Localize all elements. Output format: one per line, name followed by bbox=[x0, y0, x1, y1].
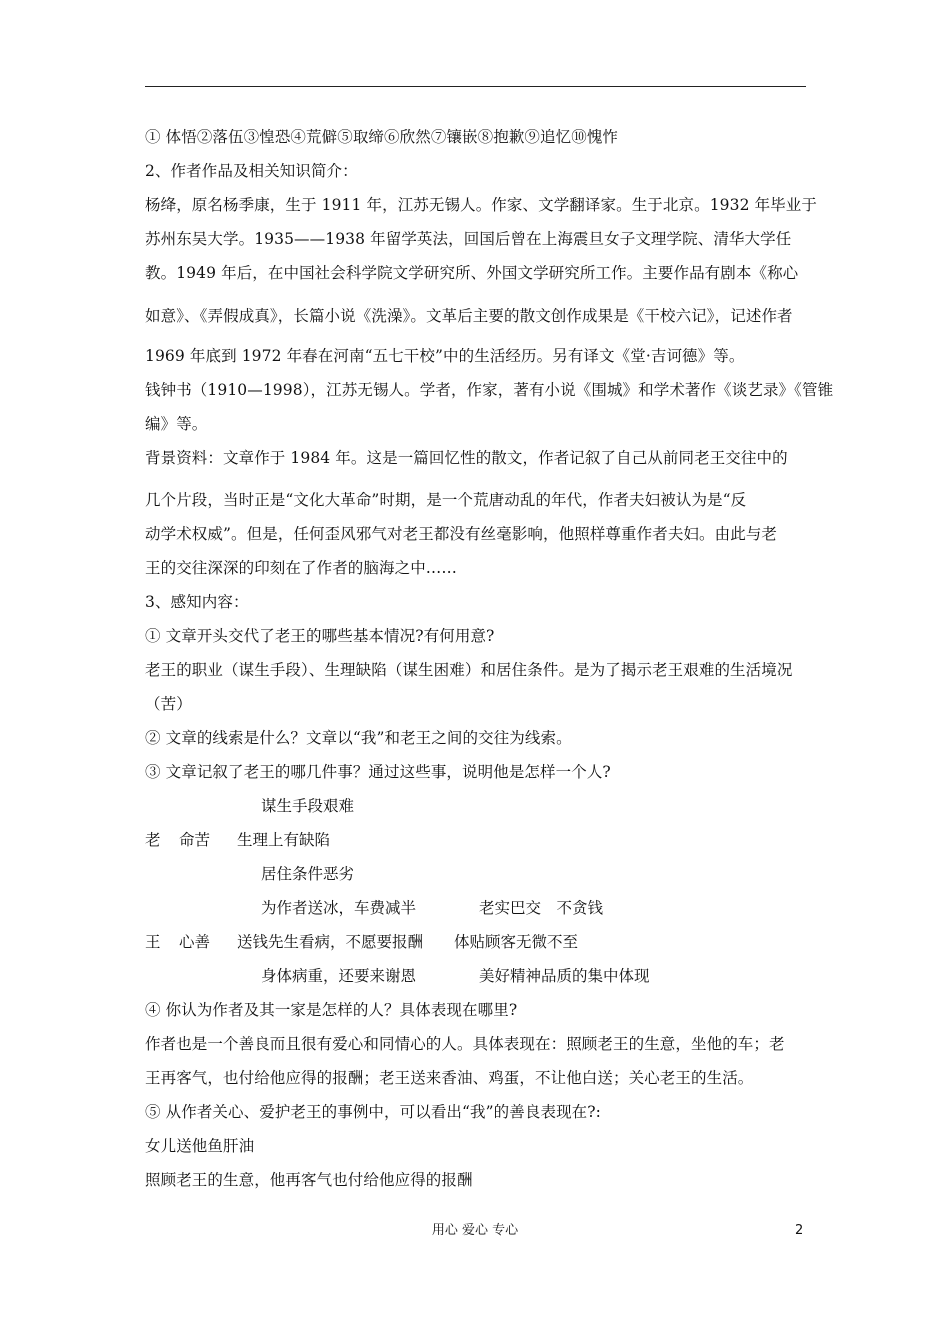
paragraph-line: 教。1949 年后，在中国社会科学院文学研究所、外国文学研究所工作。主要作品有剧本《称心 bbox=[145, 264, 799, 282]
question-1: ① 文章开头交代了老王的哪些基本情况?有何用意? bbox=[145, 627, 495, 645]
section3-heading: 3、感知内容： bbox=[145, 593, 249, 611]
diagram-note: 体贴顾客无微不至 bbox=[454, 933, 579, 951]
paragraph-line: 杨绛，原名杨季康，生于 1911 年，江苏无锡人。作家、文学翻译家。生于北京。1932 年毕业于 bbox=[145, 196, 817, 214]
diagram-item: 生理上有缺陷 bbox=[237, 831, 331, 849]
header-rule bbox=[145, 86, 806, 87]
paragraph-line: 如意》、《弄假成真》，长篇小说《洗澡》。文革后主要的散文创作成果是《干校六记》，记述作者 bbox=[145, 307, 793, 325]
answer-line: 照顾老王的生意，他再客气也付给他应得的报酬 bbox=[145, 1171, 473, 1189]
vocab-list: ① 体悟②落伍③惶恐④荒僻⑤取缔⑥欣然⑦镶嵌⑧抱歉⑨追忆⑩愧怍 bbox=[145, 128, 619, 146]
diagram-note: 老实巴交 不贪钱 bbox=[479, 899, 604, 917]
diagram-item: 送钱先生看病，不愿要报酬 bbox=[237, 933, 424, 951]
diagram-note: 美好精神品质的集中体现 bbox=[479, 967, 650, 985]
paragraph-line: 苏州东吴大学。1935——1938 年留学英法，回国后曾在上海震旦女子文理学院、清华大学任 bbox=[145, 230, 792, 248]
diagram-group-label: 心善 bbox=[179, 933, 211, 951]
answer-line: 女儿送他鱼肝油 bbox=[145, 1137, 255, 1155]
answer-line: 王再客气，也付给他应得的报酬；老王送来香油、鸡蛋，不让他白送；关心老王的生活。 bbox=[145, 1069, 754, 1087]
paragraph-line: 背景资料：文章作于 1984 年。这是一篇回忆性的散文，作者记叙了自己从前同老王交往中的 bbox=[145, 449, 788, 467]
diagram-group-label: 命苦 bbox=[179, 831, 211, 849]
diagram-root-bottom: 王 bbox=[145, 933, 161, 951]
paragraph-line: 几个片段，当时正是“文化大革命”时期，是一个荒唐动乱的年代，作者夫妇被认为是“反 bbox=[145, 491, 747, 509]
paragraph-line: 王的交往深深的印刻在了作者的脑海之中…… bbox=[145, 559, 458, 577]
answer-line: 作者也是一个善良而且很有爱心和同情心的人。具体表现在：照顾老王的生意，坐他的车；老 bbox=[145, 1035, 785, 1053]
diagram-item: 身体病重，还要来谢恩 bbox=[261, 967, 417, 985]
paragraph-line: 1969 年底到 1972 年春在河南“五七干校”中的生活经历。另有译文《堂·吉诃德》等。 bbox=[145, 347, 745, 365]
question-2: ② 文章的线索是什么？文章以“我”和老王之间的交往为线索。 bbox=[145, 729, 572, 747]
diagram-root-top: 老 bbox=[145, 831, 161, 849]
paragraph-line: 钱钟书（1910—1998），江苏无锡人。学者，作家，著有小说《围城》和学术著作《谈艺录》《管锥 bbox=[145, 381, 834, 399]
answer-line: 老王的职业（谋生手段）、生理缺陷（谋生困难）和居住条件。是为了揭示老王艰难的生活境况 bbox=[145, 661, 793, 679]
paragraph-line: 动学术权威”。但是，任何歪风邪气对老王都没有丝毫影响，他照样尊重作者夫妇。由此与老 bbox=[145, 525, 778, 543]
section2-heading: 2、作者作品及相关知识简介： bbox=[145, 162, 358, 180]
page-number: 2 bbox=[795, 1223, 804, 1238]
question-4: ④ 你认为作者及其一家是怎样的人？具体表现在哪里? bbox=[145, 1001, 518, 1019]
answer-line: （苦） bbox=[145, 695, 192, 713]
diagram-item: 为作者送冰，车费减半 bbox=[261, 899, 417, 917]
footer-motto: 用心 爱心 专心 bbox=[431, 1223, 519, 1238]
question-3: ③ 文章记叙了老王的哪几件事？通过这些事，说明他是怎样一个人? bbox=[145, 763, 611, 781]
paragraph-line: 编》等。 bbox=[145, 415, 208, 433]
diagram-item: 谋生手段艰难 bbox=[261, 797, 355, 815]
question-5: ⑤ 从作者关心、爱护老王的事例中，可以看出“我”的善良表现在?: bbox=[145, 1103, 602, 1121]
diagram-item: 居住条件恶劣 bbox=[261, 865, 355, 883]
